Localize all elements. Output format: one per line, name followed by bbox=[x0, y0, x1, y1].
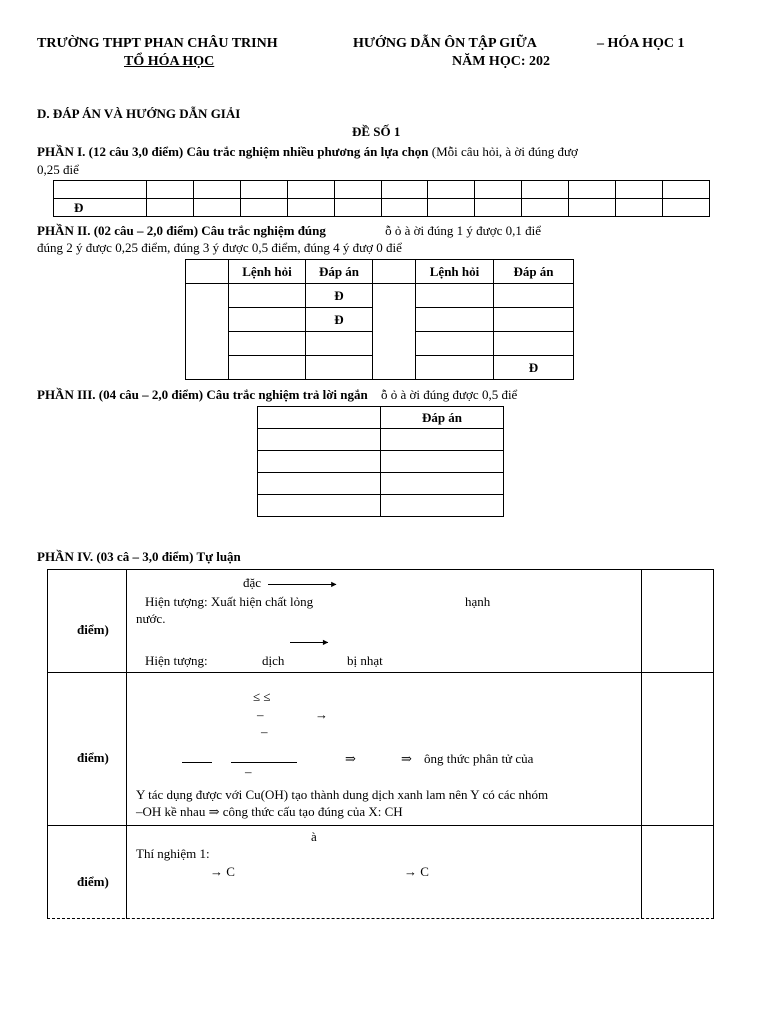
part3-answer-table bbox=[257, 406, 504, 517]
part1-heading-normal: (Mỗi câu hỏi, à ời đúng đượ bbox=[431, 144, 578, 159]
exam-title: ĐỀ SỐ 1 bbox=[352, 124, 401, 139]
q2-implies: ⇒ bbox=[401, 751, 412, 766]
part2-answer-table bbox=[185, 259, 574, 380]
question2-score-label: điểm) bbox=[77, 750, 109, 765]
part2-col-question-2: Lệnh hỏi bbox=[416, 260, 494, 284]
part3-heading bbox=[37, 387, 517, 403]
part2-col-question: Lệnh hỏi bbox=[229, 260, 306, 284]
q3-experiment-1: Thí nghiệm 1: bbox=[136, 846, 210, 861]
q2-implies: ⇒ bbox=[345, 751, 356, 766]
part4-heading: PHẦN IV. (03 câ – 3,0 điểm) Tự luận bbox=[37, 549, 241, 564]
q3-reaction-1: → C bbox=[210, 864, 235, 879]
part2-heading bbox=[37, 223, 541, 239]
q1-phenomenon-2-mid: dịch bbox=[262, 653, 285, 668]
q3-top-text: à bbox=[311, 829, 317, 844]
reaction-arrow-icon: ► bbox=[268, 584, 336, 585]
q1-condition-text: đặc bbox=[243, 575, 262, 590]
department-name: TỔ HÓA HỌC bbox=[124, 54, 215, 69]
fraction-bar bbox=[231, 762, 297, 763]
part2-col-answer-2: Đáp án bbox=[494, 260, 574, 284]
q2-minus: – bbox=[261, 724, 268, 739]
q1-condition bbox=[243, 575, 339, 591]
part2-heading-line2: đúng 2 ý được 0,25 điểm, đúng 3 ý được 0,5 điểm, đúng 4 ý đượ 0 điể bbox=[37, 240, 402, 255]
section-title: D. ĐÁP ÁN VÀ HƯỚNG DẪN GIẢI bbox=[37, 106, 241, 121]
part2-col-answer: Đáp án bbox=[306, 260, 373, 284]
part3-heading-normal: ỗ ỏ à ời đúng được 0,5 điể bbox=[381, 387, 518, 402]
school-year: NĂM HỌC: 202 bbox=[452, 54, 550, 69]
part2-answer-mark: Đ bbox=[494, 356, 574, 380]
question1-score-label: điểm) bbox=[77, 622, 109, 637]
q1-phenomenon-2: Hiện tượng: bbox=[145, 653, 208, 668]
part1-answer-row-label: Đ bbox=[54, 199, 147, 217]
q2-inequality: ≤ ≤ bbox=[253, 689, 271, 704]
part2-heading-normal: ỗ ỏ à ời đúng 1 ý được 0,1 điể bbox=[385, 223, 541, 238]
part1-answer-table bbox=[53, 180, 710, 217]
part3-heading-bold: PHẦN III. (04 câu – 2,0 điểm) Câu trắc nghiệm trả lời ngắn bbox=[37, 387, 368, 402]
question3-score-label: điểm) bbox=[77, 874, 109, 889]
part1-heading-bold: PHẦN I. (12 câu 3,0 điểm) Câu trắc nghiệm nhiều phương án lựa chọn bbox=[37, 144, 429, 159]
q2-formula-text: ông thức phân tử của bbox=[424, 751, 534, 766]
part2-heading-bold: PHẦN II. (02 câu – 2,0 điểm) Câu trắc nghiệm đúng bbox=[37, 223, 326, 238]
q2-arrow: → bbox=[315, 707, 328, 722]
document-title: HƯỚNG DẪN ÔN TẬP GIỮA bbox=[353, 36, 537, 51]
part2-answer-mark: Đ bbox=[306, 284, 373, 308]
fraction-bar bbox=[182, 762, 212, 763]
school-name: TRƯỜNG THPT PHAN CHÂU TRINH bbox=[37, 36, 278, 51]
part3-col-answer: Đáp án bbox=[381, 407, 504, 429]
q1-phenomenon-1: Hiện tượng: Xuất hiện chất lỏng bbox=[145, 594, 314, 609]
q2-minus: – bbox=[257, 707, 264, 722]
part2-answer-mark: Đ bbox=[306, 308, 373, 332]
q1-phenomenon-2-end: bị nhạt bbox=[347, 653, 383, 668]
q2-conclusion-1: Y tác dụng được với Cu(OH) tạo thành dung dịch xanh lam nên Y có các nhóm bbox=[136, 787, 549, 802]
q3-reaction-2: → C bbox=[404, 864, 429, 879]
subject-title: – HÓA HỌC 1 bbox=[597, 36, 685, 51]
reaction-arrow-icon: ► bbox=[290, 642, 328, 643]
part1-heading bbox=[37, 144, 578, 160]
q2-minus: – bbox=[245, 764, 252, 779]
q1-phenomenon-1-line2: nước. bbox=[136, 611, 166, 626]
part1-heading-line2: 0,25 điể bbox=[37, 162, 79, 177]
q1-phenomenon-1-end: hạnh bbox=[465, 594, 491, 609]
q2-conclusion-2: –OH kề nhau ⇒ công thức cấu tạo đúng của X: CH bbox=[136, 804, 403, 819]
